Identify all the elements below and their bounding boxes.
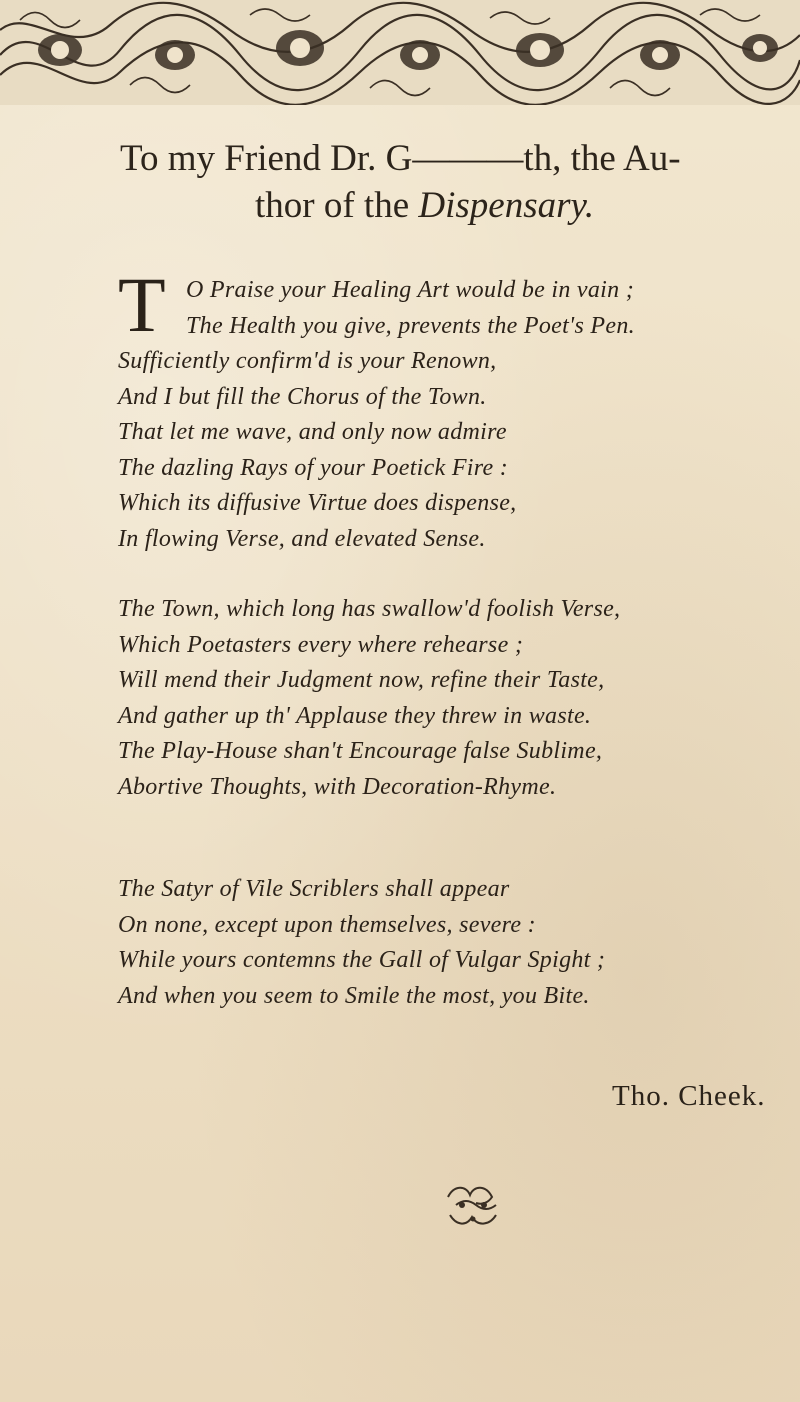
verse-line: And I but fill the Chorus of the Town. xyxy=(118,383,487,410)
verse-line: O Praise your Healing Art would be in vain ; xyxy=(186,277,635,303)
title-line-2 xyxy=(120,182,800,229)
title-line-1: To my Friend Dr. G———th, the Au- xyxy=(120,138,681,179)
page-title xyxy=(120,135,800,229)
verse-line: Which Poetasters every where rehearse ; xyxy=(118,631,524,658)
verse-line: The Satyr of Vile Scriblers shall appear xyxy=(118,876,510,902)
verse-line: In flowing Verse, and elevated Sense. xyxy=(118,525,486,552)
verse-line: That let me wave, and only now admire xyxy=(118,419,507,445)
title-line-2-work: Dispensary. xyxy=(418,185,595,226)
verse-line: The Town, which long has swallow'd foolish Verse, xyxy=(118,596,621,622)
verse-line: Will mend their Judgment now, refine their Taste, xyxy=(118,667,605,693)
verse-line: And gather up th' Applause they threw in waste. xyxy=(118,702,592,729)
title-line-2-prefix: thor of the xyxy=(255,185,419,226)
author-signature: Tho. Cheek. xyxy=(612,1080,766,1112)
drop-cap: T xyxy=(118,261,166,348)
stanza-1 xyxy=(118,273,798,557)
verse-line: The Play-House shan't Encourage false Sublime, xyxy=(118,738,603,764)
verse-line: Abortive Thoughts, with Decoration-Rhyme. xyxy=(118,773,557,800)
floral-headpiece-ornament xyxy=(0,0,800,105)
verse-line: And when you seem to Smile the most, you Bite. xyxy=(118,982,590,1009)
verse-line: The Health you give, prevents the Poet's Pen. xyxy=(186,312,635,339)
verse-line: Sufficiently confirm'd is your Renown, xyxy=(118,348,497,374)
stanza-3 xyxy=(118,872,798,1014)
verse-line: On none, except upon themselves, severe : xyxy=(118,911,536,938)
verse-line: Which its diffusive Virtue does dispense, xyxy=(118,490,517,516)
tailpiece-ornament xyxy=(440,1175,510,1235)
verse-line: While yours contemns the Gall of Vulgar Spight ; xyxy=(118,947,606,973)
verse-line: The dazling Rays of your Poetick Fire : xyxy=(118,454,509,481)
stanza-2 xyxy=(118,592,798,805)
